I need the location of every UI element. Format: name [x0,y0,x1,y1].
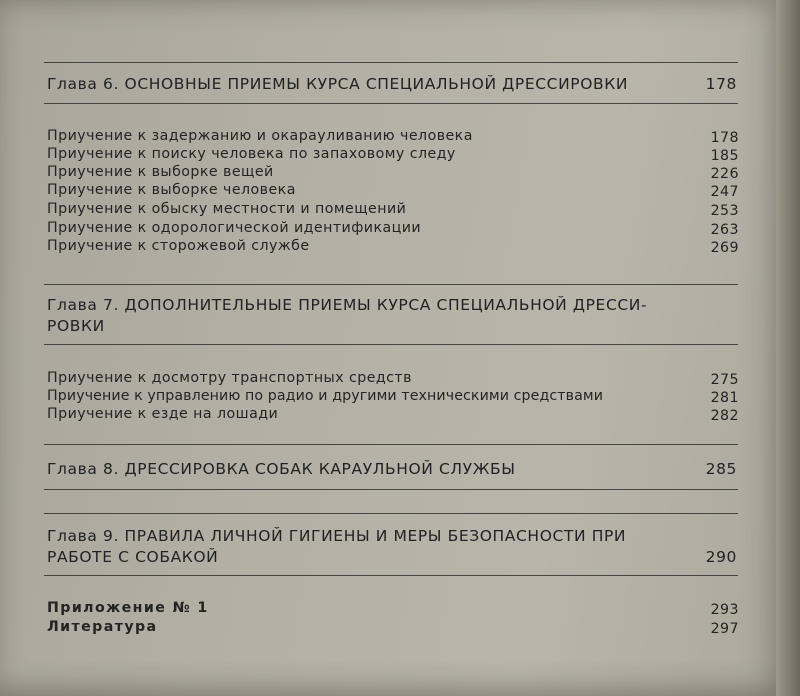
toc-entry-page: 253 [710,203,739,219]
literature-label: Литература [47,619,158,635]
toc-entry-label: Приучение к выборке вещей [47,164,274,180]
toc-entry-label: Приучение к сторожевой службе [47,238,310,254]
chapter-page: 290 [705,548,737,566]
toc-entry-page: 247 [710,184,739,200]
chapter-title: Глава 8. ДРЕССИРОВКА СОБАК КАРАУЛЬНОЙ СЛУЖБЫ [47,460,516,478]
toc-entry [47,405,739,423]
toc-entry-label: Приучение к поиску человека по запаховому следу [47,146,456,162]
toc-entry-label: Приучение к задержанию и окарауливанию человека [47,128,473,144]
toc-entry-label: Приучение к управлению по радио и другими техническими средствами [47,388,604,404]
toc-entry [47,163,739,181]
toc-entry-label: Приучение к обыску местности и помещений [47,201,407,217]
divider-line [44,575,738,576]
toc-entry [47,387,739,405]
chapter-title: Глава 6. ОСНОВНЫЕ ПРИЕМЫ КУРСА СПЕЦИАЛЬНОЙ ДРЕССИРОВКИ [47,75,629,93]
literature-page: 297 [710,621,739,637]
toc-entry-page: 178 [710,130,739,146]
chapter-heading [47,74,737,95]
divider-line [44,62,738,63]
divider-line [44,344,738,345]
chapter-page: 178 [705,75,737,93]
toc-entry [47,237,739,255]
toc-entry [47,181,739,199]
toc-entry-page: 281 [710,390,739,406]
toc-entry-page: 263 [710,222,739,238]
appendix-label: Приложение № 1 [47,600,209,616]
toc-entry [47,145,739,163]
toc-entry [47,127,739,145]
divider-line [44,489,738,490]
appendix-entry [47,599,739,617]
chapter-heading [47,295,737,337]
chapter-title: Глава 9. ПРАВИЛА ЛИЧНОЙ ГИГИЕНЫ И МЕРЫ БЕЗОПАСНОСТИ ПРИ [47,527,627,545]
chapter-title-continued: РОВКИ [47,317,105,335]
appendix-page: 293 [710,602,739,618]
chapter-heading [47,459,737,480]
toc-entry-label: Приучение к одорологической идентификации [47,220,422,236]
divider-line [44,513,738,514]
toc-entry-page: 282 [710,408,739,424]
toc-entry [47,369,739,387]
literature-entry [47,618,739,636]
toc-entry-label: Приучение к езде на лошади [47,406,279,422]
divider-line [44,284,738,285]
toc-entry-page: 269 [710,240,739,256]
chapter-title-continued: РАБОТЕ С СОБАКОЙ [47,548,219,566]
toc-entry-page: 226 [710,166,739,182]
chapter-heading [47,526,737,568]
divider-line [44,444,738,445]
toc-entry-page: 185 [710,148,739,164]
toc-entry [47,219,739,237]
toc-entry-label: Приучение к выборке человека [47,182,296,198]
page-edge [776,0,800,696]
toc-entry-page: 275 [710,372,739,388]
toc-entry [47,200,739,218]
chapter-page: 285 [705,460,737,478]
divider-line [44,103,738,104]
chapter-title: Глава 7. ДОПОЛНИТЕЛЬНЫЕ ПРИЕМЫ КУРСА СПЕЦИАЛЬНОЙ ДРЕССИ- [47,296,648,314]
toc-entry-label: Приучение к досмотру транспортных средств [47,370,412,386]
